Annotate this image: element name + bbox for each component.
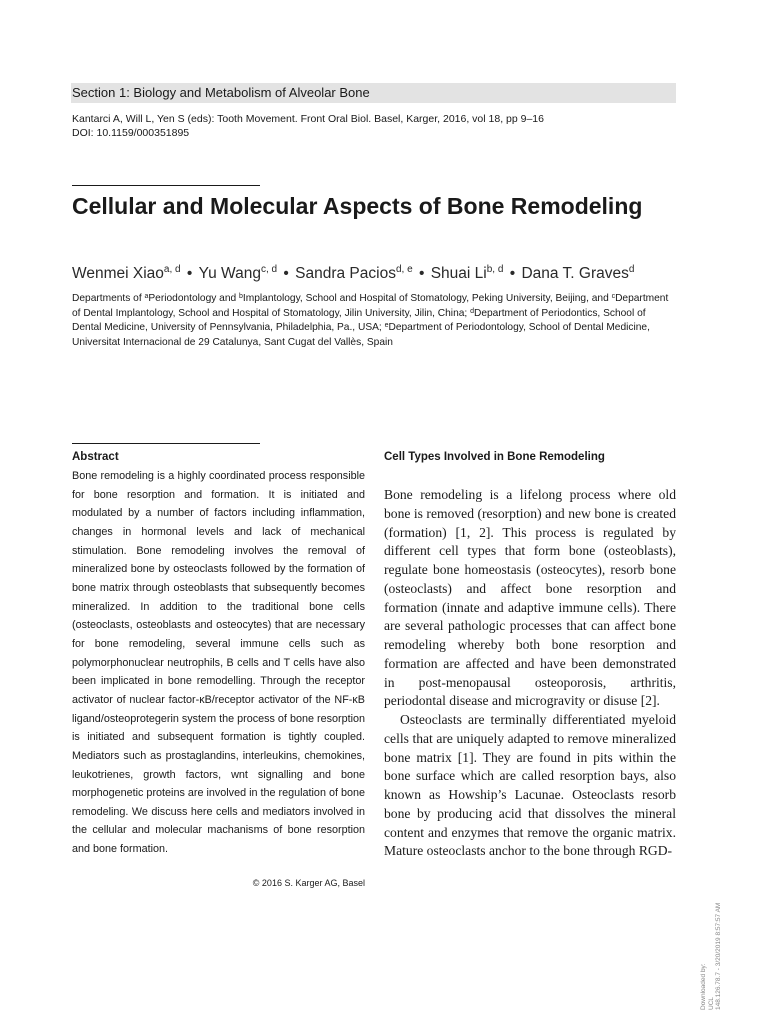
- section-heading: Cell Types Involved in Bone Remodeling: [384, 451, 605, 463]
- copyright-notice: © 2016 S. Karger AG, Basel: [252, 878, 365, 888]
- affiliation-text: Department of Periodontics, School of Dental Medicine, University of Pennsylvania, Philadelphia, Pa., USA;: [72, 307, 646, 334]
- author-list: [72, 262, 676, 286]
- abstract-rule: [72, 443, 260, 444]
- author-name: Yu Wang: [198, 265, 261, 282]
- author-separator: •: [182, 265, 197, 282]
- author-separator: •: [505, 265, 520, 282]
- body-paragraph: Bone remodeling is a lifelong process where old bone is removed (resorption) and new bone is created (formation) [1, 2]. This process is regulated by different cell types that form bone (osteoblasts), regulate bone homeostasis (osteocytes), resorb bone (osteoclasts) and affect bone resorption and formation (innate and adaptive immune cells). There are several pathologic processes that can affect bone remodeling whereby both bone resorption and formation are affected and have been demonstrated in post-menopausal osteoporosis, arthritis, periodontal disease and microgravity or disuse [2].: [384, 487, 676, 709]
- author-name: Shuai Li: [430, 265, 487, 282]
- author-name: Dana T. Graves: [521, 265, 629, 282]
- body-text: [384, 486, 676, 861]
- author-affiliation-marker: d: [628, 264, 635, 275]
- citation: [72, 112, 676, 140]
- affiliation-marker: b: [239, 293, 243, 300]
- affiliation-text: Department of Dental Implantology, School and Hospital of Stomatology, Jilin University, Jilin, China;: [72, 293, 669, 319]
- affiliation-text: Department of Periodontology, School of Dental Medicine, Universitat Internacional de 29 Catalunya, Sant Cugat del Vallès, Spain: [72, 322, 650, 348]
- download-stamp-line: 148.126.78.7 - 3/20/2019 8:57:57 AM: [715, 902, 722, 1010]
- citation-reference: Kantarci A, Will L, Yen S (eds): Tooth Movement. Front Oral Biol. Basel, Karger, 2016, vol 18, pp 9–16: [72, 113, 544, 125]
- author-affiliation-marker: b, d: [486, 264, 504, 275]
- author-name: Sandra Pacios: [295, 265, 396, 282]
- affiliation-marker: a: [144, 293, 149, 300]
- download-stamp-line: UCL: [707, 996, 715, 1010]
- body-paragraph: Osteoclasts are terminally differentiated myeloid cells that are uniquely adapted to remove mineralized bone matrix [1]. They are found in pits within the bone surface which are called resorption bays, also known as Howship’s Lacunae. Osteoclasts resorb bone by producing acid that dissolves the mineral content and enzymes that remove the organic matrix. Mature osteoclasts anchor to the bone through RGD-: [384, 712, 676, 859]
- author-affiliation-marker: c, d: [260, 264, 278, 275]
- author-separator: •: [414, 265, 429, 282]
- title-rule: [72, 185, 260, 186]
- affiliation-text: Departments of: [72, 293, 145, 304]
- affiliation-marker: c: [611, 293, 616, 300]
- affiliation-text: Periodontology and: [148, 293, 240, 304]
- affiliation-marker: d: [470, 307, 474, 315]
- article-title: Cellular and Molecular Aspects of Bone Remodeling: [72, 193, 643, 219]
- affiliation-text: Implantology, School and Hospital of Stomatology, Peking University, Beijing, and: [242, 293, 612, 304]
- abstract-text: Bone remodeling is a highly coordinated process responsible for bone resorption and formation. It is initiated and modulated by a number of factors including inflammation, changes in hormonal levels and lack of mechanical stimulation. Bone remodeling involves the removal of mineralized bone by osteoclasts followed by the formation of bone matrix through osteoblasts that subsequently becomes mineralized. In addition to the traditional bone cells (osteoclasts, osteoblasts and osteocytes) that are necessary for bone remodeling, several immune cells such as polymorphonuclear neutrophils, B cells and T cells have also been implicated in bone remodelling. Through the receptor activator of nuclear factor-κB/receptor activator of the NF-κB ligand/osteoprotegerin system the process of bone resorption is initiated and subsequent formation is tightly coupled. Mediators such as prostaglandins, interleukins, chemokines, leukotrienes, growth factors, wnt signalling and bone morphogenetic proteins are involved in the regulation of bone remodeling. We discuss here cells and mediators involved in the cellular and molecular machanisms of bone resorption and bone formation.: [72, 470, 365, 856]
- author-name: Wenmei Xiao: [72, 265, 164, 282]
- citation-doi: DOI: 10.1159/000351895: [72, 127, 190, 139]
- download-stamp: [700, 903, 723, 1010]
- section-header: Section 1: Biology and Metabolism of Alveolar Bone: [71, 83, 676, 103]
- author-affiliation-marker: d, e: [395, 264, 413, 275]
- affiliation-marker: e: [384, 322, 389, 330]
- download-stamp-line: Downloaded by:: [700, 963, 707, 1010]
- affiliations: [72, 292, 676, 350]
- author-separator: •: [279, 265, 294, 282]
- author-affiliation-marker: a, d: [163, 264, 181, 275]
- abstract-heading: Abstract: [72, 451, 119, 463]
